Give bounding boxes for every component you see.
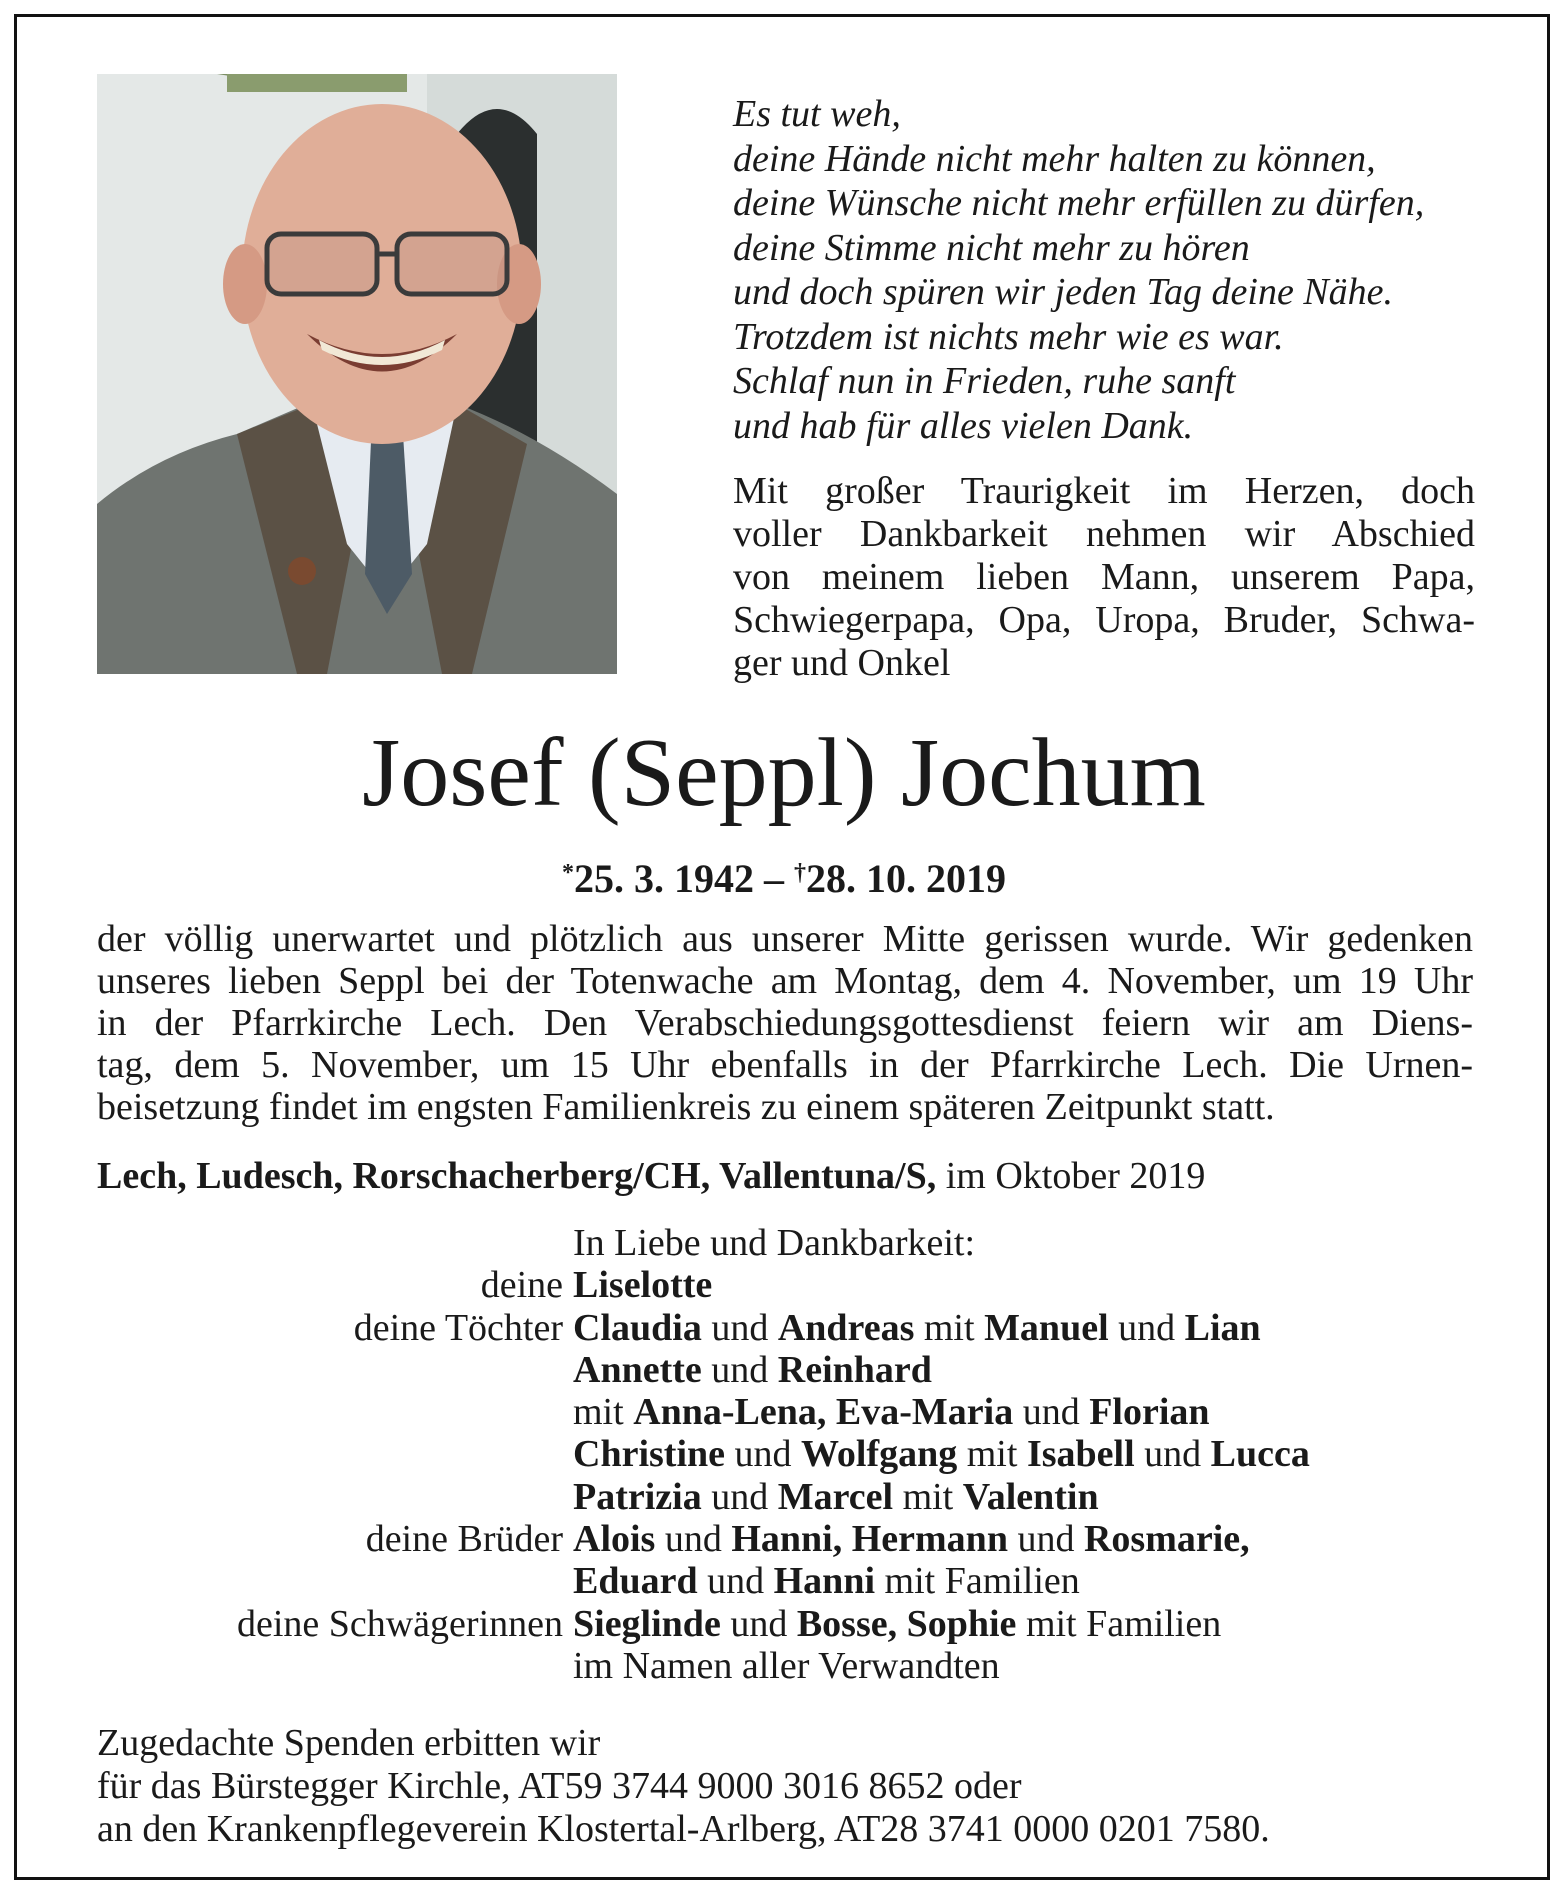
donations-text [97, 1722, 1473, 1851]
intro-line: voller Dankbarkeit nehmen wir Abschied [733, 513, 1475, 555]
signer-names [573, 1560, 1497, 1602]
signer-row [97, 1391, 1497, 1433]
signer-connector: und [655, 1518, 732, 1561]
signer-connector: und [720, 1602, 797, 1645]
places-towns: Lech, Ludesch, Rorschacherberg/CH, Vallentuna/S, [97, 1155, 937, 1197]
signer-connector: mit [893, 1475, 963, 1518]
announcement-line: der völlig unerwartet und plötzlich aus unserer Mitte gerissen wurde. Wir gedenken [97, 918, 1473, 960]
signer-names [573, 1349, 1497, 1391]
deceased-name: Josef (Seppl) Jochum [362, 719, 1206, 827]
signer-connector: mit [957, 1433, 1027, 1476]
death-date: 28. 10. 2019 [806, 856, 1006, 901]
signer-name: Eduard [573, 1560, 698, 1603]
signers-heading: In Liebe und Dankbarkeit: [573, 1222, 976, 1264]
signer-name: Hanni, Hermann [731, 1518, 1008, 1561]
signer-row [97, 1476, 1497, 1518]
signer-names [573, 1476, 1497, 1518]
signer-connector: und [701, 1306, 778, 1349]
poem-line: Schlaf nun in Frieden, ruhe sanft [733, 360, 1236, 402]
poem-line: und doch spüren wir jeden Tag deine Nähe. [733, 271, 1394, 313]
announcement-text [97, 918, 1473, 1128]
signer-row [97, 1264, 1497, 1306]
signer-row [97, 1645, 1497, 1687]
signer-label [97, 1222, 573, 1264]
signer-connector: mit [573, 1391, 634, 1434]
signer-connector: mit Familien [1016, 1602, 1222, 1645]
life-dates [0, 850, 1568, 902]
signer-names [573, 1264, 1497, 1306]
signer-name: Bosse, Sophie [796, 1602, 1017, 1645]
intro-line: von meinem lieben Mann, unserem Papa, [733, 556, 1475, 598]
signer-label [97, 1476, 573, 1518]
signer-name: Hanni [773, 1560, 876, 1603]
date-separator: – [754, 856, 794, 901]
signer-name: Alois [573, 1518, 656, 1561]
signer-name: Anna-Lena, Eva-Maria [633, 1391, 1014, 1434]
signer-names [573, 1645, 1497, 1687]
poem-line: deine Hände nicht mehr halten zu können, [733, 137, 1376, 180]
signer-label: deine Töchter [353, 1306, 563, 1349]
signer-label [97, 1391, 573, 1433]
signer-name: Annette [573, 1348, 702, 1391]
signer-name: Lian [1184, 1306, 1261, 1349]
signer-connector: und [1013, 1391, 1090, 1434]
signers-block [97, 1222, 1497, 1687]
signer-name: Isabell [1026, 1433, 1135, 1476]
signer-label [97, 1645, 573, 1687]
signer-label [97, 1349, 573, 1391]
signer-connector: und [1007, 1518, 1084, 1561]
signer-name: Valentin [962, 1475, 1099, 1518]
signer-connector: und [697, 1560, 774, 1603]
places-line [97, 1154, 1473, 1198]
birth-date: 25. 3. 1942 [574, 856, 754, 901]
intro-line: Mit großer Traurigkeit im Herzen, doch [733, 470, 1475, 512]
signer-connector: und [1134, 1433, 1211, 1476]
signer-label [97, 1433, 573, 1475]
signer-connector: und [701, 1348, 778, 1391]
signer-row [97, 1603, 1497, 1645]
death-symbol: † [794, 860, 806, 886]
signer-label: deine [480, 1264, 563, 1307]
signer-label: deine Brüder [365, 1518, 563, 1561]
poem-line: deine Stimme nicht mehr zu hören [733, 226, 1250, 269]
announcement-line: in der Pfarrkirche Lech. Den Verabschiedungsgottesdienst feiern wir am Diens- [97, 1002, 1473, 1044]
signer-names [573, 1603, 1497, 1645]
poem-line: deine Wünsche nicht mehr erfüllen zu dürfen, [733, 182, 1425, 224]
signer-connector: mit Familien [875, 1560, 1080, 1603]
poem-line: und hab für alles vielen Dank. [733, 404, 1194, 447]
signer-names [573, 1518, 1497, 1560]
birth-symbol: * [562, 860, 574, 886]
intro-line: Schwiegerpapa, Opa, Uropa, Bruder, Schwa- [733, 599, 1475, 641]
signer-names [573, 1391, 1497, 1433]
announcement-line: beisetzung findet im engsten Familienkreis zu einem späteren Zeitpunkt statt. [97, 1086, 1275, 1128]
signer-name: Rosmarie, [1083, 1518, 1250, 1561]
donation-line: für das Bürstegger Kirchle, AT59 3744 9000 3016 8652 oder [97, 1765, 1022, 1807]
signer-name: Sieglinde [573, 1602, 721, 1645]
memorial-poem [733, 92, 1493, 448]
signer-row [97, 1307, 1497, 1349]
signer-name: Florian [1089, 1391, 1210, 1434]
farewell-intro [733, 470, 1475, 685]
signer-connector: im Namen aller Verwandten [573, 1644, 1000, 1687]
donation-line: an den Krankenpflegeverein Klostertal-Arlberg, AT28 3741 0000 0201 7580. [97, 1808, 1270, 1850]
intro-line: ger und Onkel [733, 642, 951, 684]
donation-line: Zugedachte Spenden erbitten wir [97, 1722, 601, 1764]
signer-row [97, 1560, 1497, 1602]
signer-name: Liselotte [573, 1264, 713, 1307]
announcement-line: tag, dem 5. November, um 15 Uhr ebenfalls in der Pfarrkirche Lech. Die Urnen- [97, 1044, 1473, 1086]
signer-connector: mit [914, 1306, 985, 1349]
signer-label [97, 1560, 573, 1602]
portrait-illustration [97, 74, 617, 674]
signer-row [97, 1349, 1497, 1391]
signer-connector: und [725, 1433, 801, 1476]
announcement-line: unseres lieben Seppl bei der Totenwache am Montag, dem 4. November, um 19 Uhr [97, 960, 1473, 1002]
signer-label: deine Schwägerinnen [236, 1602, 563, 1645]
signer-row [97, 1518, 1497, 1560]
poem-line: Trotzdem ist nichts mehr wie es war. [733, 315, 1284, 358]
portrait-photo [97, 74, 617, 674]
poem-line: Es tut weh, [733, 93, 901, 135]
signer-rows [97, 1264, 1497, 1687]
places-date: im Oktober 2019 [936, 1155, 1206, 1197]
signers-heading-row [97, 1222, 1497, 1264]
signer-name: Patrizia [573, 1475, 702, 1518]
signer-connector: und [701, 1475, 778, 1518]
signer-name: Manuel [984, 1306, 1109, 1349]
signer-names [573, 1307, 1497, 1349]
signer-name: Wolfgang [801, 1433, 958, 1476]
signer-name: Christine [573, 1433, 725, 1476]
signer-row [97, 1433, 1497, 1475]
signer-name: Reinhard [777, 1348, 932, 1391]
signer-name: Claudia [573, 1306, 702, 1349]
signer-name: Marcel [777, 1475, 894, 1518]
signer-connector: und [1108, 1306, 1185, 1349]
signer-names [573, 1433, 1497, 1475]
signer-name: Andreas [777, 1306, 915, 1349]
signer-name: Lucca [1210, 1433, 1310, 1476]
